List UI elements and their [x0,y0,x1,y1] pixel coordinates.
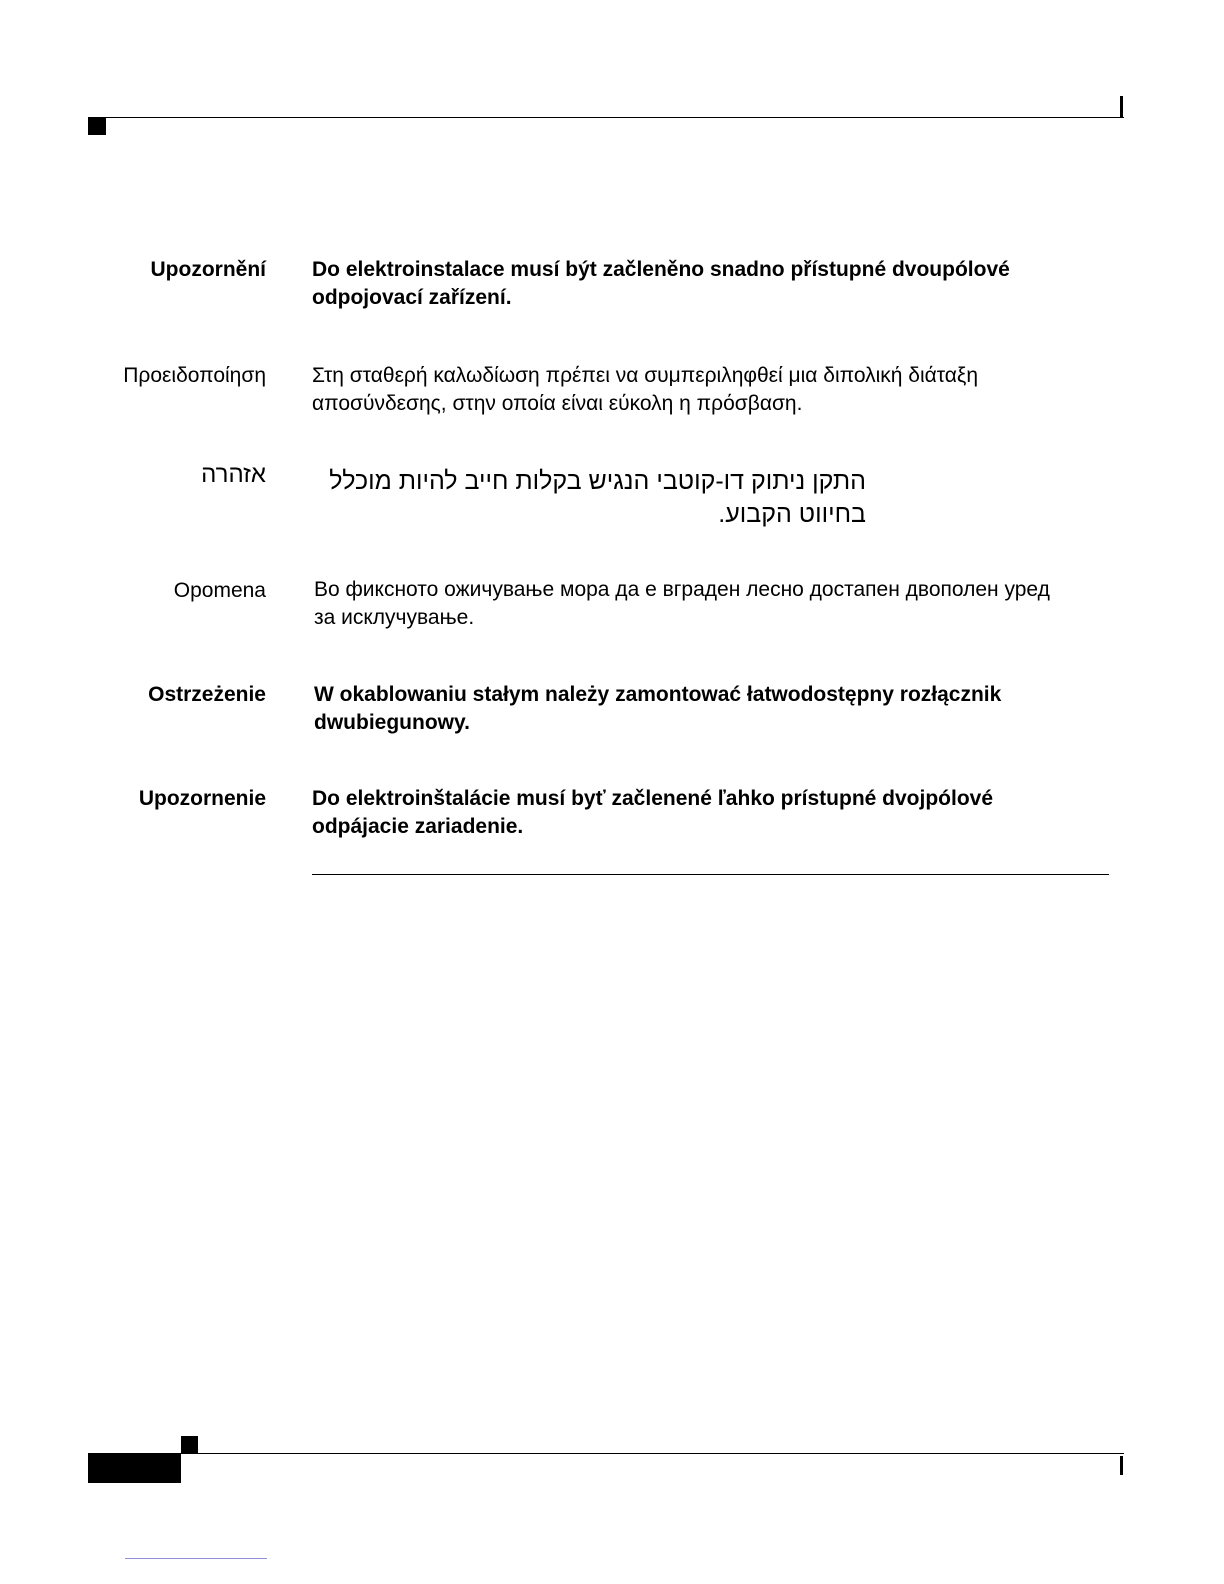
warning-label-slovak: Upozornenie [138,787,266,810]
footer-link-underline[interactable] [125,1558,267,1559]
warning-text-greek: Στη σταθερή καλωδίωση πρέπει να συμπεριληφθεί μια διπολική διάταξη αποσύνδεσης, στην οποία είναι εύκολη η πρόσβαση. [312,364,979,415]
footer-tick [1120,1456,1123,1475]
footer-rule [88,1453,1124,1454]
warning-text-hebrew: התקן ניתוק דו-קוטבי הנגיש בקלות חייב להיות מוכלל בחיווט הקבוע. [329,467,866,528]
section-end-rule [312,874,1109,875]
footer-marker [181,1436,198,1453]
warning-label-hebrew: אזהרה [201,461,266,488]
warning-label-macedonian: Opomena [173,579,266,602]
warning-text-slovak: Do elektroinštalácie musí byť začlenené ľahko prístupné dvojpólové odpájacie zariadenie. [312,787,994,838]
header-marker [88,118,106,135]
warning-text-macedonian: Во фиксното ожичување мора да е вграден лесно достапен двополен уред за исклучување. [314,578,1050,629]
header-tick [1120,96,1123,118]
warning-text-czech: Do elektroinstalace musí být začleněno snadno přístupné dvoupólové odpojovací zařízení. [312,258,1010,309]
warning-label-greek: Προειδοποίηση [123,364,266,387]
footer-page-tab [88,1454,181,1483]
warning-label-czech: Upozornění [150,258,266,281]
warning-label-polish: Ostrzeżenie [148,683,266,706]
warning-text-polish: W okablowaniu stałym należy zamontować łatwodostępny rozłącznik dwubiegunowy. [314,683,1002,734]
header-rule [88,117,1124,118]
